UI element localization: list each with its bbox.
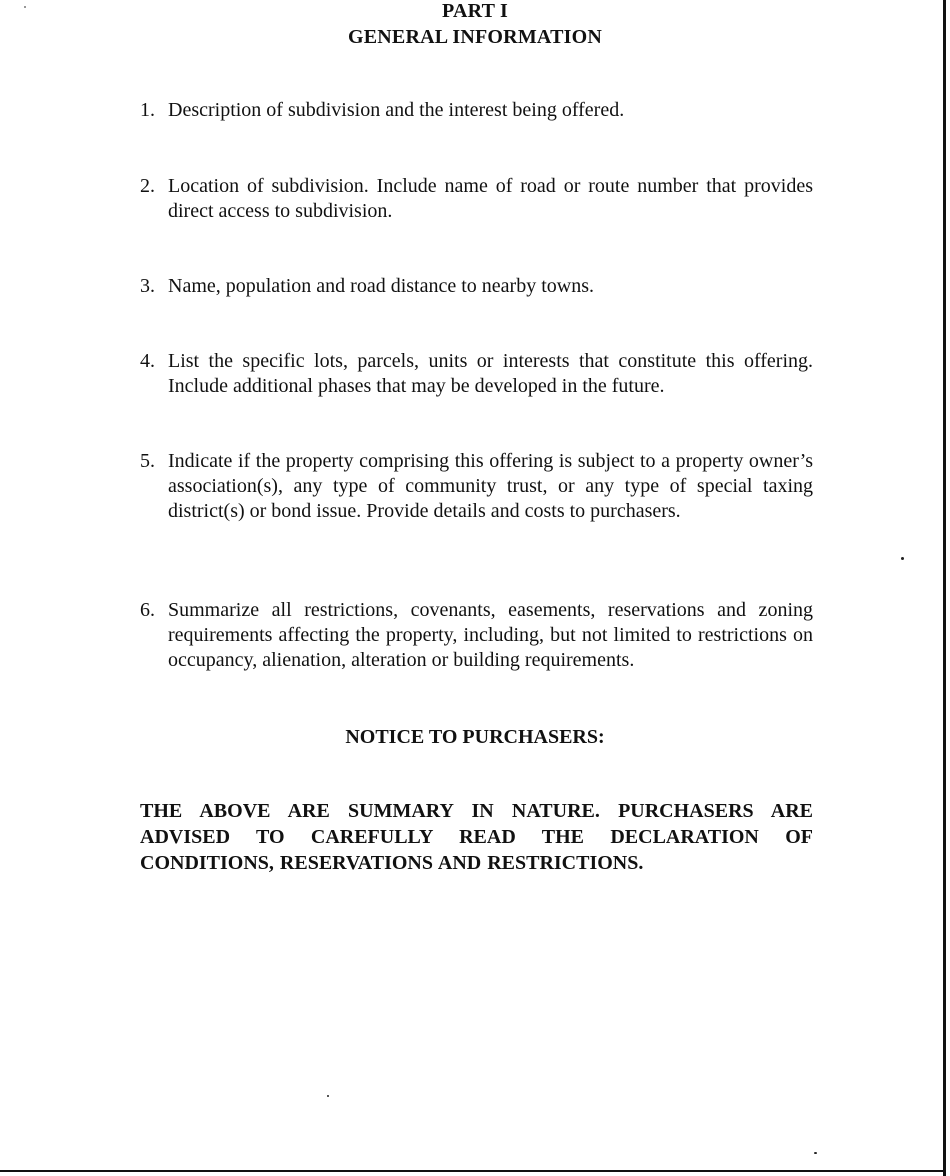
item-text: Indicate if the property comprising this offering is subject to a property owner’s association(s), any type of community trust, or any type of special taxing district(s) or bond issue. Provide details and costs to purchasers.: [168, 450, 813, 522]
list-item-4: [140, 349, 813, 399]
list-item-3: [140, 274, 813, 299]
list-item-6: [140, 598, 813, 673]
list-item-2: [140, 174, 813, 224]
scan-speck: [24, 6, 26, 8]
item-text: Description of subdivision and the interest being offered.: [168, 99, 625, 121]
item-number: 3.: [140, 275, 155, 297]
bottom-border-line: [0, 1170, 946, 1172]
item-text: Location of subdivision. Include name of road or route number that provides direct access to subdivision.: [168, 175, 813, 222]
item-number: 4.: [140, 350, 155, 372]
item-number: 2.: [140, 175, 155, 197]
part-heading: PART I: [442, 0, 508, 22]
notice-body: THE ABOVE ARE SUMMARY IN NATURE. PURCHASERS ARE ADVISED TO CAREFULLY READ THE DECLARATION OF CONDITIONS, RESERVATIONS AND RESTRICTIONS.: [140, 800, 813, 874]
item-text: Name, population and road distance to nearby towns.: [168, 275, 594, 297]
list-item-1: [140, 98, 813, 123]
scan-speck: [814, 1152, 817, 1154]
scan-speck: [901, 557, 904, 560]
item-number: 6.: [140, 599, 155, 621]
item-text: List the specific lots, parcels, units or interests that constitute this offering. Include additional phases that may be developed in the future.: [168, 350, 813, 397]
list-item-5: [140, 449, 813, 524]
notice-title: NOTICE TO PURCHASERS:: [345, 726, 605, 748]
page-title: GENERAL INFORMATION: [347, 26, 602, 48]
scan-speck: [327, 1095, 329, 1097]
item-text: Summarize all restrictions, covenants, easements, reservations and zoning requirements affecting the property, including, but not limited to restrictions on occupancy, alienation, alteration or building requirements.: [168, 599, 813, 671]
item-number: 1.: [140, 99, 155, 121]
right-border-line: [943, 0, 946, 1176]
item-number: 5.: [140, 450, 155, 472]
